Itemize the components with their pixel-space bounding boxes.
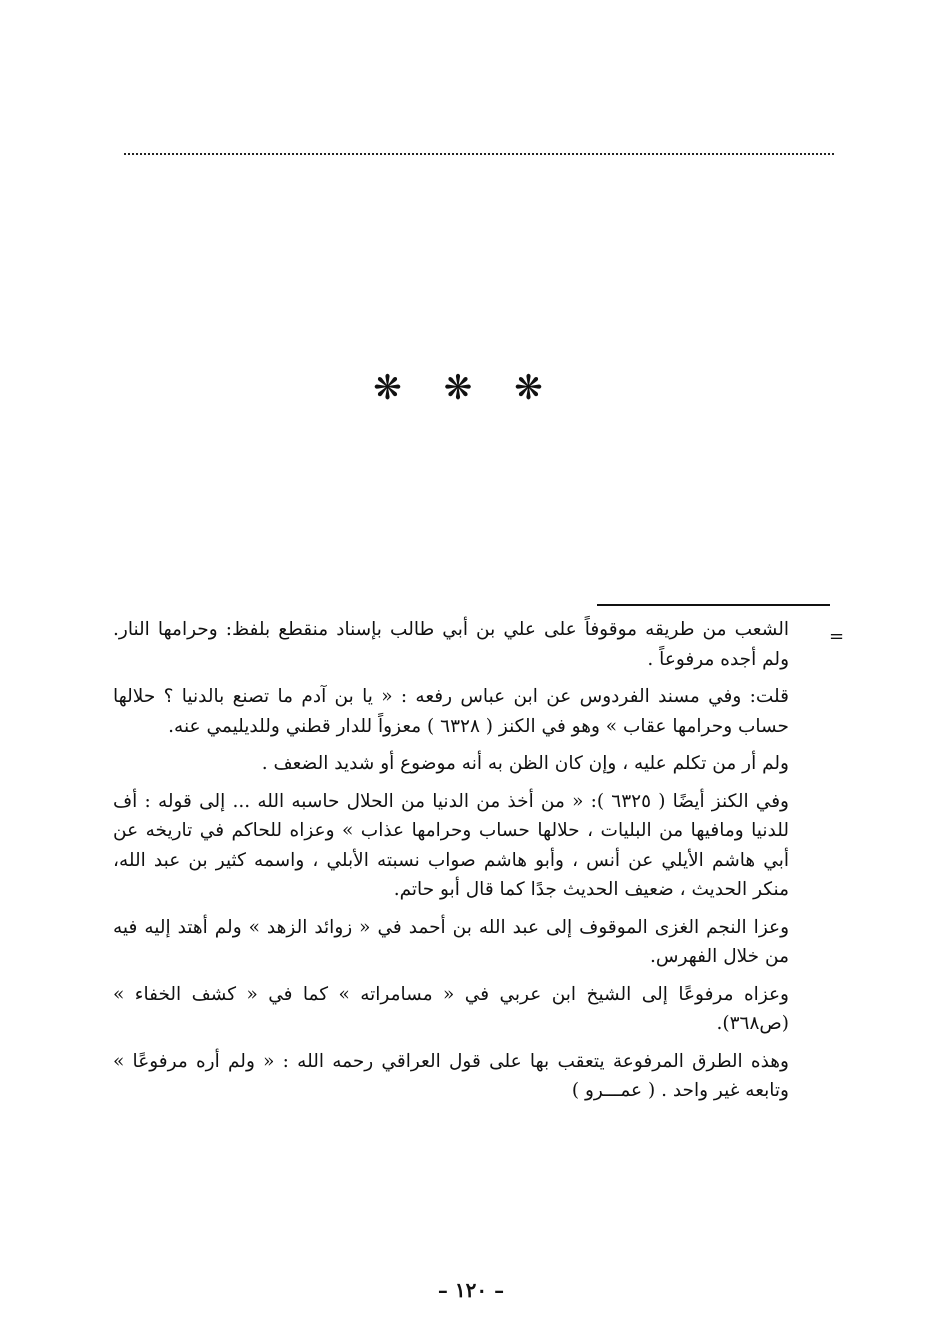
- footnote-paragraph: وهذه الطرق المرفوعة يتعقب بها على قول العراقي رحمه الله : « ولم أره مرفوعًا » وتابعه غير واحد . ( عمـــرو ): [113, 1050, 789, 1101]
- footnote-rule: [597, 604, 830, 606]
- page-number: – ١٢٠ –: [437, 1278, 505, 1302]
- header-dotted-rule: [124, 153, 834, 155]
- footnote-continuation-marker: =: [829, 626, 845, 647]
- footnote-paragraph: الشعب من طريقه موقوفاً على علي بن أبي طالب بإسناد منقطع بلفظ: وحرامها النار. ولم أجده مرفوعاً .: [113, 619, 789, 670]
- footnote-paragraph: قلت: وفي مسند الفردوس عن ابن عباس رفعه : « يا بن آدم ما تصنع بالدنيا ؟ حلالها حساب وحرامها عقاب » وهو في الكنز ( ٦٣٢٨ ) معزواً للدار قطني وللديليمي عنه.: [113, 686, 789, 737]
- section-separator: [0, 368, 942, 408]
- asterism-icon: ❋: [373, 368, 428, 408]
- asterism-icon: ❋: [514, 368, 569, 408]
- asterism-icon: ❋: [443, 368, 499, 408]
- footnotes: [113, 615, 789, 1114]
- footnote-paragraph: وفي الكنز أيضًا ( ٦٣٢٥ ): « من أخذ من الدنيا من الحلال حاسبه الله ... إلى قوله : أف للدنيا ومافيها من البليات ، حلالها حساب وحرامها عذاب » وعزاه للحاكم في تاريخه عن أبي هاشم الأيلي عن أنس ، وأبو هاشم صواب نسبته الأبلي ، واسمه كثير بن عبد الله، منكر الحديث ، ضعيف الحديث جدًا كما قال أبو حاتم.: [113, 790, 789, 900]
- footnote-paragraph: وعزا النجم الغزى الموقوف إلى عبد الله بن أحمد في « زوائد الزهد » ولم أهتد إليه فيه من خلال الفهرس.: [113, 916, 789, 967]
- footnote-paragraph: ولم أر من تكلم عليه ، وإن كان الظن به أنه موضوع أو شديد الضعف .: [261, 753, 789, 774]
- footnote-paragraph: وعزاه مرفوعًا إلى الشيخ ابن عربي في « مسامراته » كما في « كشف الخفاء » (ص٣٦٨).: [113, 983, 789, 1034]
